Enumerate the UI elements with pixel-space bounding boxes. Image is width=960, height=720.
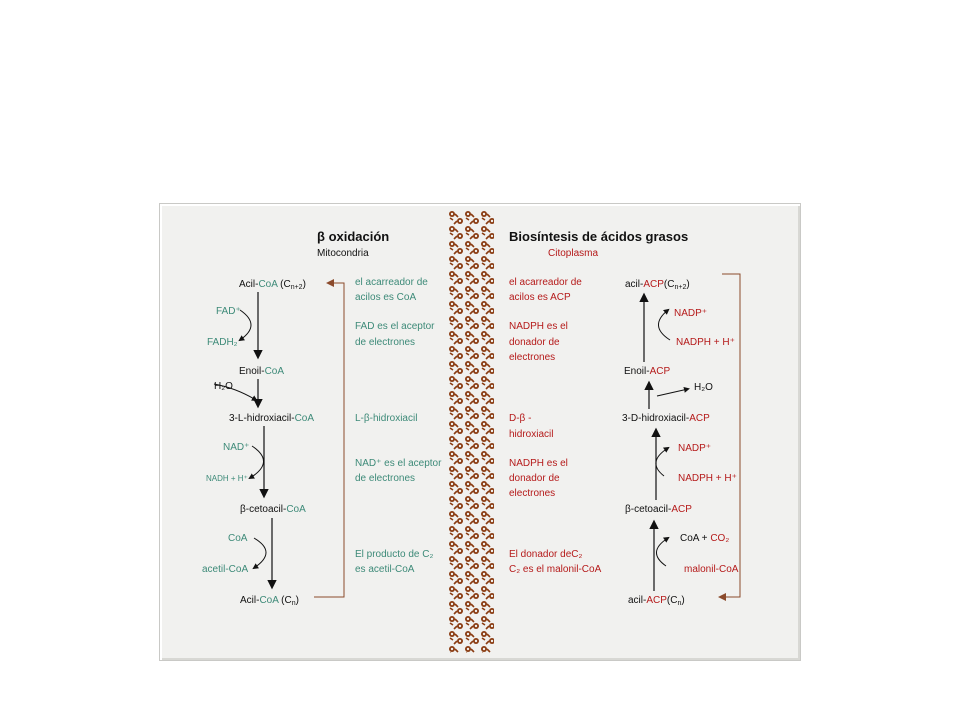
- left-cofactor-nad: NAD⁺: [223, 442, 250, 453]
- compare-right-3: [509, 413, 553, 440]
- left-cofactor-nadh: NADH + H⁺: [206, 474, 248, 483]
- compare-left-3: [355, 413, 417, 424]
- right-cofactor-nadph-1: NADPH + H⁺: [676, 337, 735, 348]
- right-cofactor-malonil: malonil-CoA: [684, 564, 739, 575]
- svg-text:FAD es el aceptor: FAD es el aceptor: [355, 321, 435, 332]
- svg-text:de electrones: de electrones: [355, 337, 416, 348]
- left-cofactor-fadh2: FADH₂: [207, 337, 238, 348]
- right-subtitle: Citoplasma: [548, 248, 599, 259]
- left-curve-fad: [240, 310, 251, 340]
- svg-text:D-β -: D-β -: [509, 413, 532, 424]
- membrane-bilayer: [449, 211, 494, 653]
- left-node-hidroxiacil: 3-L-hidroxiacil-CoA: [229, 413, 315, 424]
- left-cycle-return-arrow: [314, 283, 344, 597]
- compare-right-5: [509, 549, 602, 575]
- right-cofactor-nadp-1: NADP⁺: [674, 308, 708, 319]
- left-node-acil-cn2: Acil-CoA $(C_{n+2})$: [239, 279, 306, 291]
- right-cycle-return-arrow: [720, 274, 740, 597]
- right-title: Biosíntesis de ácidos grasos: [509, 229, 689, 244]
- svg-text:L-β-hidroxiacil: L-β-hidroxiacil: [355, 413, 418, 424]
- left-cofactor-coa: CoA: [228, 533, 248, 544]
- right-node-enoil: Enoil-ACP: [624, 366, 671, 377]
- left-cofactor-h2o: H₂O: [214, 381, 233, 392]
- right-arrow-h2o: [657, 389, 688, 396]
- svg-text:hidroxiacil: hidroxiacil: [509, 429, 554, 440]
- svg-text:El producto de C₂: El producto de C₂: [355, 549, 434, 560]
- svg-text:NADPH es el: NADPH es el: [509, 321, 568, 332]
- left-title: β oxidación: [317, 229, 390, 244]
- right-curve-nadp-1: [658, 310, 670, 340]
- svg-text:C₂ es el malonil-CoA: C₂ es el malonil-CoA: [509, 564, 602, 575]
- right-node-acil-cn2: acil-$ACP(C_{n+2})$: [625, 279, 690, 291]
- svg-text:donador de: donador de: [509, 473, 560, 484]
- left-cofactor-acetil-coa: acetil-CoA: [202, 564, 249, 575]
- svg-text:acilos es CoA: acilos es CoA: [355, 292, 417, 303]
- svg-text:NADPH es el: NADPH es el: [509, 458, 568, 469]
- left-node-acil-cn: Acil-CoA $(C_n)$: [240, 595, 299, 607]
- right-node-cetoacil: β-cetoacil-ACP: [625, 504, 692, 515]
- right-node-hidroxiacil: 3-D-hidroxiacil-ACP: [622, 413, 710, 424]
- svg-text:el acarreador de: el acarreador de: [509, 277, 582, 288]
- svg-text:de electrones: de electrones: [355, 473, 416, 484]
- left-cofactor-fad: FAD⁺: [216, 306, 241, 317]
- right-cofactor-coa-co2: CoA + CO₂: [680, 533, 730, 544]
- compare-left-1: [355, 277, 428, 303]
- left-subtitle: Mitocondria: [317, 248, 369, 259]
- svg-text:El donador deC₂: El donador deC₂: [509, 549, 583, 560]
- right-cofactor-nadp-2: NADP⁺: [678, 443, 712, 454]
- compare-left-4: [355, 458, 442, 484]
- left-curve-nad: [250, 446, 264, 478]
- svg-text:donador de: donador de: [509, 337, 560, 348]
- right-cofactor-h2o: H₂O: [694, 382, 713, 393]
- right-cofactor-nadph-2: NADPH + H⁺: [678, 473, 737, 484]
- svg-text:es acetil-CoA: es acetil-CoA: [355, 564, 415, 575]
- left-node-cetoacil: β-cetoacil-CoA: [240, 504, 306, 515]
- compare-left-2: [355, 321, 435, 348]
- svg-text:acilos es ACP: acilos es ACP: [509, 292, 571, 303]
- right-curve-nadp-2: [656, 448, 668, 476]
- right-node-acil-cn: acil-$ACP(C_n)$: [628, 595, 685, 607]
- left-node-enoil: Enoil-CoA: [239, 366, 285, 377]
- left-curve-coa: [254, 538, 266, 568]
- svg-text:NAD⁺ es el aceptor: NAD⁺ es el aceptor: [355, 458, 442, 469]
- svg-text:electrones: electrones: [509, 488, 556, 499]
- svg-text:electrones: electrones: [509, 352, 556, 363]
- svg-text:el acarreador de: el acarreador de: [355, 277, 428, 288]
- compare-right-4: [509, 458, 568, 499]
- compare-right-2: [509, 321, 568, 363]
- compare-right-1: [509, 277, 582, 303]
- compare-left-5: [355, 549, 433, 575]
- right-curve-coa-co2: [656, 538, 668, 566]
